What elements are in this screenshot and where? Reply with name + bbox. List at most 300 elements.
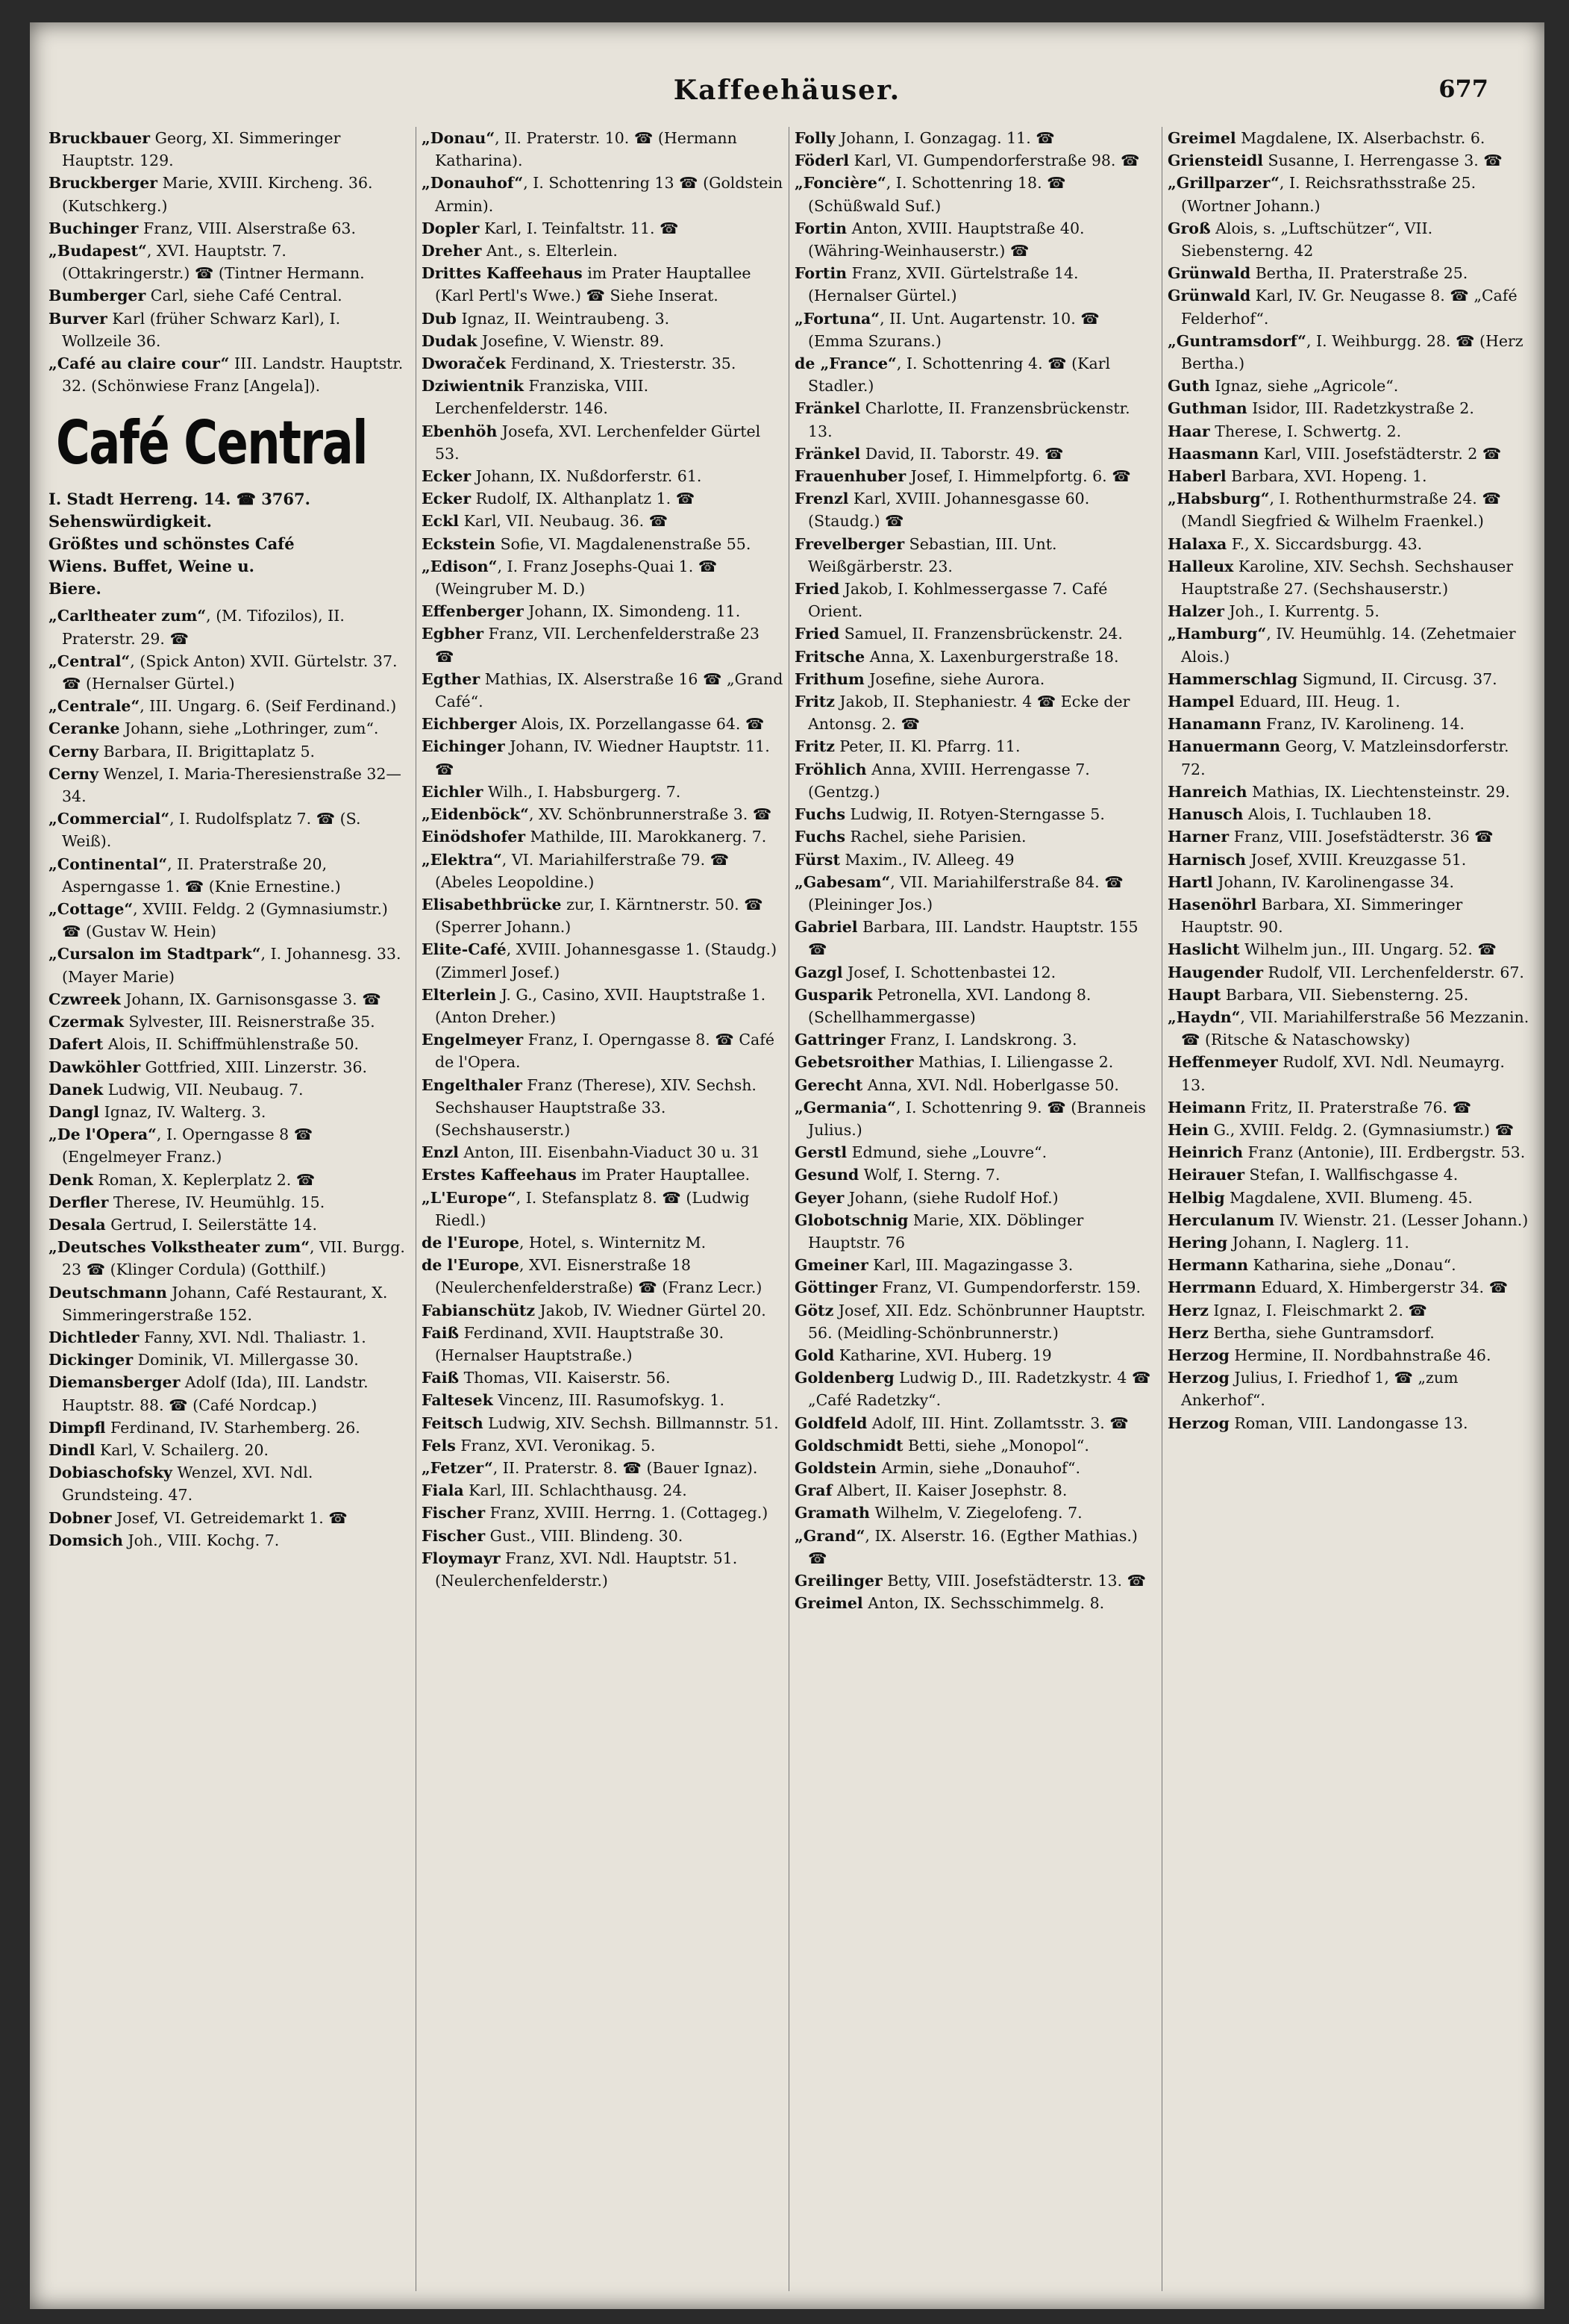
entry-address: III. Landstr. Hauptstr. 32. (Schönwiese Franz [Angela]).	[62, 354, 404, 396]
directory-entry	[422, 984, 783, 1028]
entry-name: Gazgl	[795, 963, 843, 981]
directory-entry	[422, 352, 783, 375]
entry-name: „Habsburg“	[1168, 490, 1270, 508]
entry-address: Jakob, I. Kohlmessergasse 7. Café Orient.	[808, 580, 1108, 621]
entry-address: Rudolf, VII. Lerchenfelderstr. 67.	[1263, 963, 1524, 981]
entry-address: Ignaz, IV. Walterg. 3.	[99, 1102, 266, 1121]
directory-entry	[422, 1074, 783, 1142]
column-4	[1168, 127, 1529, 2291]
entry-address: Vincenz, III. Rasumofskyg. 1.	[492, 1391, 724, 1410]
entry-address: , XVI. Hauptstr. 7. (Ottakringerstr.) ☎ (Tintner Hermann.	[62, 242, 365, 283]
entry-name: „Deutsches Volkstheater zum“	[48, 1238, 310, 1257]
directory-entry	[1168, 217, 1529, 262]
entry-address: Fanny, XVI. Ndl. Thaliastr. 1.	[139, 1328, 366, 1346]
entry-name: Fels	[422, 1436, 456, 1455]
directory-entry	[795, 984, 1156, 1028]
directory-entry	[48, 1191, 410, 1213]
entry-address: Karl, VIII. Josefstädterstr. 2 ☎	[1259, 444, 1502, 463]
directory-entry	[422, 465, 783, 487]
entry-address: Karl (früher Schwarz Karl), I. Wollzeile 36.	[62, 309, 341, 350]
directory-entry	[795, 127, 1156, 149]
entry-address: Wolf, I. Sterng. 7.	[859, 1166, 1000, 1184]
entry-name: de l'Europe	[422, 1233, 519, 1252]
directory-entry	[422, 1547, 783, 1592]
directory-entry	[48, 1010, 410, 1033]
entry-address: Charlotte, II. Franzensbrückenstr. 13.	[808, 399, 1130, 440]
entry-name: Czwreek	[48, 990, 121, 1008]
directory-entry	[48, 1056, 410, 1078]
advertisement-line: I. Stadt Herreng. 14. ☎ 3767.	[48, 490, 310, 509]
directory-entry	[795, 622, 1156, 645]
entry-name: Effenberger	[422, 602, 524, 621]
entry-address: im Prater Hauptallee.	[576, 1166, 751, 1184]
entry-address: Josef, I. Himmelpfortg. 6. ☎	[906, 467, 1131, 486]
entry-address: Johann, IX. Garnisonsgasse 3. ☎	[120, 990, 381, 1008]
directory-entry	[795, 825, 1156, 848]
entry-address: Therese, IV. Heumühlg. 15.	[108, 1193, 325, 1211]
entry-name: Fürst	[795, 850, 840, 869]
entry-address: Bertha, siehe Guntramsdorf.	[1208, 1323, 1435, 1342]
entry-address: im Prater Hauptallee (Karl Pertl's Wwe.) ☎ Siehe Inserat.	[435, 264, 751, 305]
directory-entry	[1168, 127, 1529, 149]
entry-address: Marie, XIX. Döblinger Hauptstr. 76	[808, 1211, 1084, 1252]
entry-name: Herrmann	[1168, 1278, 1256, 1297]
entry-address: Betty, VIII. Josefstädterstr. 13. ☎	[882, 1572, 1147, 1590]
directory-entry	[1168, 172, 1529, 216]
directory-entry	[422, 1231, 783, 1254]
directory-entry	[795, 1434, 1156, 1457]
directory-entry	[1168, 555, 1529, 600]
entry-address: , Hotel, s. Winternitz M.	[519, 1233, 707, 1252]
entry-address: Gust., VIII. Blindeng. 30.	[485, 1526, 683, 1545]
directory-entry	[795, 961, 1156, 984]
entry-name: „Fetzer“	[422, 1458, 493, 1477]
entry-name: Hampel	[1168, 693, 1235, 711]
directory-entry	[422, 217, 783, 240]
entry-name: „Edison“	[422, 557, 498, 575]
entry-address: Bertha, II. Praterstraße 25.	[1250, 264, 1468, 283]
entry-name: de „France“	[795, 354, 897, 373]
entry-address: Karl, XVIII. Johannesgasse 60. (Staudg.) ☎	[808, 490, 1090, 531]
entry-address: Roman, VIII. Landongasse 13.	[1229, 1414, 1468, 1432]
directory-entry	[795, 1141, 1156, 1163]
directory-entry	[422, 1299, 783, 1322]
directory-entry	[795, 1569, 1156, 1592]
directory-entry	[795, 1412, 1156, 1434]
directory-entry	[1168, 1344, 1529, 1366]
entry-address: , I. Stefansplatz 8. ☎ (Ludwig Riedl.)	[435, 1188, 750, 1229]
entry-address: , I. Weihburgg. 28. ☎ (Herz Bertha.)	[1181, 331, 1523, 373]
directory-entry	[422, 240, 783, 262]
directory-entry	[1168, 1276, 1529, 1299]
directory-entry	[1168, 938, 1529, 960]
entry-address: Eduard, III. Heug. 1.	[1234, 693, 1400, 711]
directory-entry	[48, 1213, 410, 1236]
entry-address: Dominik, VI. Millergasse 30.	[133, 1351, 359, 1369]
entry-name: Ceranke	[48, 719, 120, 738]
entry-name: Dindl	[48, 1440, 95, 1459]
directory-entry	[795, 1344, 1156, 1366]
entry-address: Thomas, VII. Kaiserstr. 56.	[459, 1369, 671, 1387]
column-3	[795, 127, 1156, 2291]
entry-name: Burver	[48, 309, 107, 328]
directory-entry	[422, 668, 783, 713]
entry-name: Ecker	[422, 467, 472, 486]
entry-address: Roman, X. Keplerplatz 2. ☎	[93, 1170, 316, 1189]
advertisement-line: Biere.	[48, 579, 101, 599]
running-title: Kaffeehäuser.	[673, 75, 901, 106]
entry-address: Maxim., IV. Alleeg. 49	[839, 850, 1015, 869]
entry-address: Ignaz, I. Fleischmarkt 2. ☎	[1208, 1301, 1427, 1319]
directory-entry	[795, 1457, 1156, 1479]
entry-name: „Centrale“	[48, 697, 140, 716]
entry-address: Barbara, XVI. Hopeng. 1.	[1226, 467, 1427, 486]
directory-entry	[422, 1254, 783, 1299]
entry-name: „Hamburg“	[1168, 625, 1267, 643]
directory-entry	[422, 1141, 783, 1163]
directory-entry	[422, 172, 783, 216]
directory-entry	[1168, 375, 1529, 397]
entry-name: Fischer	[422, 1526, 486, 1545]
entry-address: , VII. Mariahilferstraße 56 Mezzanin. ☎ (Ritsche & Nataschowsky)	[1181, 1008, 1529, 1049]
directory-entry	[795, 871, 1156, 916]
entry-name: Grünwald	[1168, 287, 1251, 305]
entry-name: „Haydn“	[1168, 1008, 1241, 1026]
entry-address: Johann, I. Naglerg. 11.	[1227, 1233, 1409, 1252]
directory-entry	[795, 443, 1156, 465]
entry-name: Einödshofer	[422, 828, 526, 846]
entry-name: Dangl	[48, 1102, 100, 1121]
directory-entry	[48, 1326, 410, 1349]
directory-entry	[422, 555, 783, 600]
directory-entry	[795, 735, 1156, 758]
entry-address: , III. Ungarg. 6. (Seif Ferdinand.)	[140, 697, 397, 716]
entry-address: F., X. Siccardsburgg. 43.	[1227, 534, 1423, 553]
entry-name: Gerecht	[795, 1075, 863, 1094]
directory-entry	[48, 1281, 410, 1326]
directory-entry	[1168, 1254, 1529, 1276]
directory-entry	[422, 803, 783, 825]
directory-entry	[795, 487, 1156, 532]
entry-name: Fischer	[422, 1504, 486, 1522]
directory-entry	[1168, 871, 1529, 893]
directory-entry	[48, 1101, 410, 1123]
entry-name: Eichberger	[422, 715, 517, 734]
directory-entry	[795, 262, 1156, 307]
entry-name: Goldschmidt	[795, 1436, 903, 1455]
entry-name: Haasmann	[1168, 444, 1259, 463]
entry-name: Geyer	[795, 1188, 845, 1207]
entry-address: Karl, VI. Gumpendorferstraße 98. ☎	[849, 152, 1140, 170]
directory-entry	[1168, 735, 1529, 780]
directory-entry	[422, 533, 783, 555]
entry-name: Heimann	[1168, 1098, 1246, 1116]
page-header	[30, 75, 1544, 127]
directory-entry	[48, 1123, 410, 1168]
entry-address: Johann, siehe „Lothringer, zum“.	[119, 719, 379, 738]
entry-address: Isidor, III. Radetzkystraße 2.	[1247, 399, 1474, 418]
directory-entry	[48, 1371, 410, 1416]
entry-address: Joh., VIII. Kochg. 7.	[122, 1531, 280, 1549]
directory-entry	[422, 1163, 783, 1186]
directory-entry	[795, 1074, 1156, 1096]
entry-address: Franz (Antonie), III. Erdbergstr. 53.	[1243, 1143, 1526, 1162]
entry-name: Faiß	[422, 1323, 460, 1342]
directory-entry	[795, 307, 1156, 352]
directory-entry	[48, 1507, 410, 1529]
entry-address: Josef, XVIII. Kreuzgasse 51.	[1246, 850, 1467, 869]
entry-name: Fabianschütz	[422, 1301, 535, 1319]
advertisement-line: Größtes und schönstes Café	[48, 534, 295, 554]
directory-entry	[795, 533, 1156, 578]
entry-address: Karl, I. Teinfaltstr. 11. ☎	[479, 219, 679, 237]
entry-name: Dopler	[422, 219, 480, 237]
entry-name: „Donau“	[422, 129, 495, 147]
entry-address: Barbara, XI. Simmeringer Hauptstr. 90.	[1181, 895, 1463, 937]
entry-address: Ludwig, II. Rotyen-Sterngasse 5.	[845, 805, 1105, 824]
directory-entry	[1168, 330, 1529, 375]
directory-entry	[1168, 690, 1529, 713]
directory-entry	[795, 803, 1156, 825]
directory-entry	[48, 763, 410, 808]
entry-name: Herzog	[1168, 1346, 1230, 1364]
entry-name: Halzer	[1168, 602, 1224, 621]
entry-address: , VI. Mariahilferstraße 79. ☎ (Abeles Leopoldine.)	[435, 850, 730, 891]
entry-name: Haugender	[1168, 963, 1264, 981]
entry-name: Goldfeld	[795, 1414, 868, 1432]
entry-address: , I. Schottenring 4. ☎ (Karl Stadler.)	[808, 354, 1111, 396]
entry-address: Rudolf, XVI. Ndl. Neumayrg. 13.	[1181, 1053, 1505, 1094]
entry-address: , (M. Tifozilos), II. Praterstr. 29. ☎	[62, 607, 345, 648]
entry-name: Fuchs	[795, 805, 846, 824]
page-number: 677	[1438, 75, 1488, 103]
entry-address: Karl, III. Magazingasse 3.	[868, 1256, 1074, 1275]
directory-entry	[795, 149, 1156, 172]
entry-name: „Foncière“	[795, 174, 886, 193]
entry-name: Gmeiner	[795, 1256, 868, 1275]
entry-name: Frevelberger	[795, 534, 905, 553]
entry-address: , II. Praterstr. 10. ☎ (Hermann Katharina).	[435, 129, 737, 170]
entry-address: Barbara, VII. Siebensterng. 25.	[1221, 985, 1469, 1004]
directory-entry	[1168, 600, 1529, 622]
entry-name: „Budapest“	[48, 242, 147, 260]
directory-entry	[422, 1322, 783, 1366]
directory-entry	[422, 1366, 783, 1389]
directory-entry	[48, 1169, 410, 1191]
directory-entry	[1168, 1209, 1529, 1231]
entry-address: Ignaz, siehe „Agricole“.	[1209, 377, 1399, 396]
entry-address: , (Spick Anton) XVII. Gürtelstr. 37. ☎ (Hernalser Gürtel.)	[62, 652, 398, 693]
entry-address: Gottfried, XIII. Linzerstr. 36.	[140, 1058, 368, 1076]
directory-entry	[48, 240, 410, 284]
entry-name: Dichtleder	[48, 1328, 140, 1346]
entry-name: Folly	[795, 129, 836, 147]
entry-name: Dobner	[48, 1508, 112, 1527]
advertisement-line: Sehenswürdigkeit.	[48, 512, 212, 531]
directory-entry	[422, 510, 783, 532]
entry-name: Griensteidl	[1168, 152, 1264, 170]
entry-address: Josefine, siehe Aurora.	[864, 669, 1045, 688]
entry-name: Föderl	[795, 152, 850, 170]
entry-name: Götz	[795, 1301, 834, 1319]
entry-address: Fritz, II. Praterstraße 76. ☎	[1245, 1098, 1472, 1116]
entry-address: Jakob, IV. Wiedner Gürtel 20.	[534, 1301, 766, 1319]
entry-name: Ecker	[422, 490, 472, 508]
entry-name: Halleux	[1168, 557, 1234, 575]
entry-address: Sigmund, II. Circusg. 37.	[1297, 669, 1497, 688]
entry-address: Adolf (Ida), III. Landstr. Hauptstr. 88. ☎ (Café Nordcap.)	[62, 1373, 369, 1414]
entry-name: Hanamann	[1168, 715, 1262, 734]
entry-name: Floymayr	[422, 1549, 501, 1567]
directory-entry	[48, 1236, 410, 1281]
entry-name: Desala	[48, 1215, 106, 1234]
directory-entry	[1168, 149, 1529, 172]
entry-name: „Eidenböck“	[422, 805, 529, 824]
entry-name: Harner	[1168, 828, 1230, 846]
directory-entry	[422, 1434, 783, 1457]
entry-address: G., XVIII. Feldg. 2. (Gymnasiumstr.) ☎	[1209, 1120, 1515, 1139]
entry-address: , IX. Alserstr. 16. (Egther Mathias.) ☎	[808, 1526, 1138, 1567]
entry-name: „Carltheater zum“	[48, 607, 207, 625]
entry-address: Johann, I. Gonzagag. 11. ☎	[835, 129, 1055, 147]
directory-entry	[795, 172, 1156, 216]
directory-entry	[1168, 825, 1529, 848]
directory-entry	[795, 690, 1156, 735]
entry-address: Franz, IV. Karolineng. 14.	[1261, 715, 1465, 734]
entry-address: Josef, I. Schottenbastei 12.	[842, 963, 1056, 981]
directory-entry	[1168, 622, 1529, 667]
entry-address: Franz, I. Landskrong. 3.	[885, 1031, 1077, 1049]
entry-name: Haslicht	[1168, 940, 1240, 959]
directory-entry	[48, 1439, 410, 1461]
entry-address: Johann, IV. Wiedner Hauptstr. 11. ☎	[435, 737, 770, 778]
entry-name: Engelmeyer	[422, 1031, 524, 1049]
entry-address: , I. Johannesg. 33. (Mayer Marie)	[62, 945, 401, 986]
entry-name: „Continental“	[48, 855, 168, 873]
entry-name: Cerny	[48, 742, 98, 760]
directory-entry	[48, 695, 410, 717]
entry-address: Franz, VII. Lerchenfelderstraße 23 ☎	[435, 625, 760, 666]
scanned-page	[30, 22, 1544, 2309]
entry-address: Armin, siehe „Donauhof“.	[877, 1458, 1081, 1477]
directory-entry	[1168, 533, 1529, 555]
entry-name: Halaxa	[1168, 534, 1227, 553]
entry-name: Globotschnig	[795, 1211, 909, 1229]
entry-name: „De l'Opera“	[48, 1125, 157, 1144]
entry-address: Johann, IV. Karolinengasse 34.	[1212, 872, 1454, 891]
directory-entry	[1168, 1006, 1529, 1051]
directory-entry	[48, 217, 410, 240]
entry-name: Hein	[1168, 1120, 1209, 1139]
entry-address: Mathias, IX. Alserstraße 16 ☎ „Grand Café“.	[435, 669, 783, 711]
entry-address: Wilhelm jun., III. Ungarg. 52. ☎	[1239, 940, 1497, 959]
entry-address: Georg, V. Matzleinsdorferstr. 72.	[1181, 737, 1509, 778]
entry-address: Ignaz, II. Weintraubeng. 3.	[457, 309, 670, 328]
entry-address: IV. Wienstr. 21. (Lesser Johann.)	[1274, 1211, 1529, 1229]
entry-address: , XVIII. Feldg. 2 (Gymnasiumstr.) ☎ (Gustav W. Hein)	[62, 900, 388, 941]
directory-entry	[1168, 713, 1529, 735]
entry-address: Alois, II. Schiffmühlenstraße 50.	[103, 1035, 360, 1054]
entry-address: , I. Rothenthurmstraße 24. ☎ (Mandl Siegfried & Wilhelm Fraenkel.)	[1181, 490, 1501, 531]
entry-address: Wenzel, I. Maria-Theresienstraße 32—34.	[62, 764, 401, 806]
entry-address: Carl, siehe Café Central.	[145, 287, 342, 305]
column-2	[422, 127, 783, 2291]
entry-address: Alois, I. Tuchlauben 18.	[1243, 805, 1432, 824]
entry-address: Franziska, VIII. Lerchenfelderstr. 146.	[435, 377, 649, 418]
directory-entry	[1168, 397, 1529, 419]
entry-address: , XV. Schönbrunnerstraße 3. ☎	[528, 805, 772, 824]
cafe-central-advertisement	[48, 406, 410, 600]
directory-entry	[48, 127, 410, 172]
entry-address: zur, I. Kärntnerstr. 50. ☎ (Sperrer Johann.)	[435, 895, 763, 937]
directory-entry	[48, 650, 410, 695]
entry-name: „Grand“	[795, 1526, 865, 1545]
directory-entry	[422, 600, 783, 622]
directory-entry	[1168, 1051, 1529, 1096]
directory-entry	[422, 1187, 783, 1231]
directory-entry	[422, 1389, 783, 1411]
entry-name: Fröhlich	[795, 760, 867, 778]
entry-name: Gattringer	[795, 1031, 886, 1049]
entry-address: Gertrud, I. Seilerstätte 14.	[105, 1215, 317, 1234]
directory-entry	[795, 1479, 1156, 1502]
entry-name: Gebetsroither	[795, 1053, 914, 1072]
entry-name: Denk	[48, 1170, 93, 1189]
directory-entry	[795, 465, 1156, 487]
entry-name: Göttinger	[795, 1278, 877, 1297]
directory-entry	[48, 717, 410, 740]
entry-address: Julius, I. Friedhof 1, ☎ „zum Ankerhof“.	[1181, 1369, 1459, 1410]
directory-entry	[795, 1187, 1156, 1209]
entry-name: Cerny	[48, 764, 98, 783]
entry-address: Ludwig, XIV. Sechsh. Billmannstr. 51.	[483, 1414, 779, 1432]
directory-entry	[795, 578, 1156, 622]
directory-entry	[1168, 262, 1529, 284]
entry-name: Diemansberger	[48, 1373, 181, 1392]
entry-name: Dickinger	[48, 1351, 134, 1369]
directory-entry	[795, 1209, 1156, 1254]
entry-name: Gesund	[795, 1166, 859, 1184]
entry-name: Hanuermann	[1168, 737, 1281, 756]
entry-address: Karl, VII. Neubaug. 36. ☎	[459, 512, 668, 531]
entry-address: Wilhelm, V. Ziegelofeng. 7.	[869, 1504, 1083, 1522]
entry-name: Feitsch	[422, 1414, 483, 1432]
entry-name: Eichler	[422, 782, 483, 801]
entry-name: Fritz	[795, 737, 835, 756]
entry-name: Guthman	[1168, 399, 1247, 418]
directory-entry	[48, 1461, 410, 1506]
directory-entry	[795, 916, 1156, 960]
entry-address: Rachel, siehe Parisien.	[845, 828, 1027, 846]
directory-entry	[795, 1525, 1156, 1569]
entry-address: Katharine, XVI. Huberg. 19	[834, 1346, 1052, 1364]
entry-name: „Donauhof“	[422, 174, 524, 193]
entry-name: Heffenmeyer	[1168, 1053, 1278, 1072]
entry-name: Eckstein	[422, 534, 496, 553]
entry-name: Greimel	[795, 1594, 863, 1613]
entry-address: Hermine, II. Nordbahnstraße 46.	[1229, 1346, 1491, 1364]
directory-entry	[1168, 803, 1529, 825]
directory-entry	[795, 1096, 1156, 1141]
entry-address: Stefan, I. Wallfischgasse 4.	[1244, 1166, 1459, 1184]
entry-name: de l'Europe	[422, 1256, 519, 1275]
entry-name: Deutschmann	[48, 1283, 167, 1302]
entry-name: „Germania“	[795, 1098, 896, 1116]
entry-address: , XVI. Eisnerstraße 18 (Neulerchenfelderstraße) ☎ (Franz Lecr.)	[435, 1256, 762, 1297]
entry-name: Gerstl	[795, 1143, 848, 1162]
entry-name: Egther	[422, 669, 480, 688]
entry-address: Anton, IX. Sechsschimmelg. 8.	[862, 1594, 1105, 1613]
